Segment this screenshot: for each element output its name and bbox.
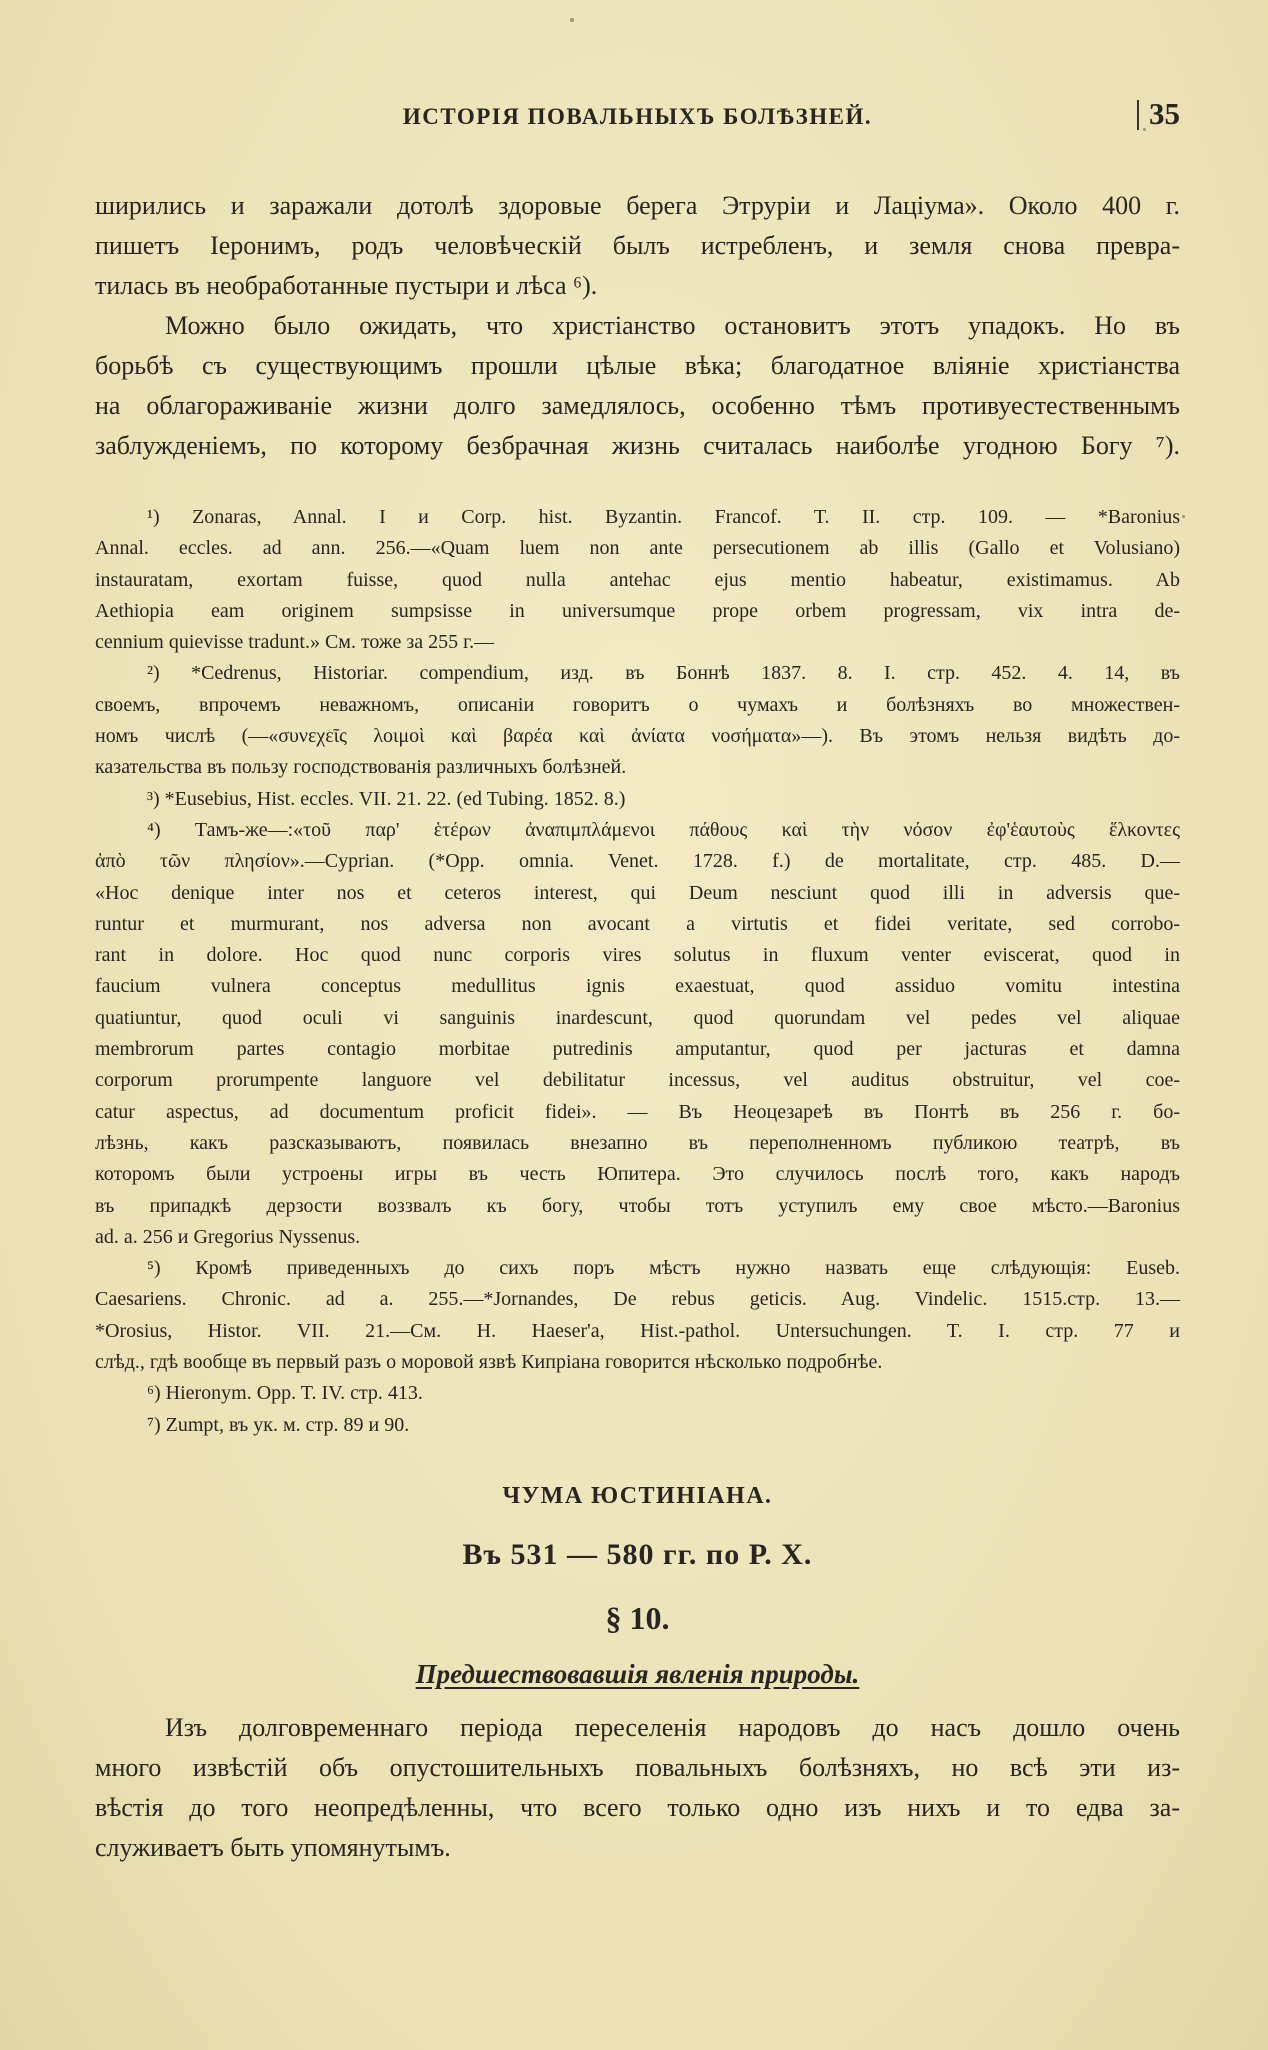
footnote-line: rant in dolore. Hoc quod nunc corporis vires solutus in fluxum venter eviscerat, quod in	[95, 944, 1180, 967]
footnote-line: cennium quievisse tradunt.» См. тоже за 255 г.—	[95, 631, 495, 654]
footnote-line: instauratam, exortam fuisse, quod nulla antehac ejus mentio habeatur, existimamus. Ab	[95, 568, 1180, 591]
page-header	[95, 96, 1180, 146]
footnote-line: которомъ были устроены игры въ честь Юпитера. Это случилось послѣ того, какъ народъ	[95, 1163, 1180, 1186]
footnotes	[95, 502, 1180, 1441]
footnote-line: своемъ, впрочемъ неважномъ, описаніи говоритъ о чумахъ и болѣзняхъ во множествен-	[95, 693, 1180, 716]
section-subtitle: Предшествовавшія явленія природы.	[415, 1658, 860, 1689]
footnote-line: Aethiopia eam originem sumpsisse in universumque prope orbem progressam, vix intra de-	[95, 599, 1180, 622]
footnote-line: Caesariens. Chronic. ad a. 255.—*Jornandes, De rebus geticis. Aug. Vindelic. 1515.стр. 13.—	[95, 1288, 1180, 1311]
text-line: пишетъ Іеронимъ, родъ человѣческій былъ истребленъ, и земля снова превра-	[95, 231, 1180, 260]
main-paragraph-continued	[95, 186, 1180, 306]
footnote-line: Annal. eccles. ad ann. 256.—«Quam luem non ante persecutionem ab illis (Gallo et Volusiano)	[95, 537, 1180, 560]
footnote-line: ⁷) Zumpt, въ ук. м. стр. 89 и 90.	[147, 1413, 410, 1436]
text-line: ширились и заражали дотолѣ здоровые берега Этруріи и Лаціума». Около 400 г.	[95, 191, 1180, 220]
footnote-line: лѣзнь, какъ разсказываютъ, появилась внезапно въ переполненномъ публикою театрѣ, въ	[95, 1131, 1180, 1154]
text-line: на облагораживаніе жизни долго замедлялось, особенно тѣмъ противуестественнымъ	[95, 391, 1180, 420]
footnote-line: corporum prorumpente languore vel debilitatur incessus, vel auditus obstruitur, vel coe-	[95, 1069, 1180, 1092]
footnote-line: faucium vulnera conceptus medullitus ignis exaestuat, quod assiduo vomitu intestina	[95, 975, 1180, 998]
footnote-line: ἀπὸ τῶν πλησίον».—Cyprian. (*Opp. omnia. Venet. 1728. f.) de mortalitate, стр. 485. D.—	[95, 850, 1180, 873]
text-line: борьбѣ съ существующимъ прошли цѣлые вѣка; благодатное вліяніе христіанства	[95, 351, 1180, 380]
footnote-line: ad. a. 256 и Gregorius Nyssenus.	[95, 1225, 361, 1248]
footnote-line: «Hoc denique inter nos et ceteros interest, qui Deum nesciunt quod illi in adversis que-	[95, 881, 1180, 904]
paper-speck	[1143, 128, 1146, 131]
running-title: ИСТОРІЯ ПОВАЛЬНЫХЪ БОЛѢЗНЕЙ.	[402, 104, 873, 129]
text-line: служиваетъ быть упомянутымъ.	[95, 1832, 451, 1862]
footnote-line: номъ числѣ (—«συνεχεῖς λοιμοὶ καὶ βαρέα καὶ ἀνίατα νοσήματα»—). Въ этомъ нельзя видѣть до-	[95, 725, 1180, 748]
paper-speck	[1182, 515, 1185, 518]
page-body	[95, 186, 1180, 1868]
footnote-line: ³) *Eusebius, Hist. eccles. VII. 21. 22. (ed Tubing. 1852. 8.)	[147, 787, 626, 810]
footnote-line: catur aspectus, ad documentum proficit fidei». — Въ Неоцезареѣ въ Понтѣ въ 256 г. бо-	[95, 1100, 1180, 1123]
footnote-line: quatiuntur, quod oculi vi sanguinis inardescunt, quod quorundam vel pedes vel aliquae	[95, 1006, 1180, 1029]
footnote-line: membrorum partes contagio morbitae putredinis amputantur, quod per jacturas et damna	[95, 1038, 1180, 1061]
footnote-line: *Orosius, Histor. VII. 21.—См. H. Haeser'a, Hist.-pathol. Untersuchungen. T. I. стр. 77 и	[95, 1319, 1180, 1342]
page-number: 35	[1149, 96, 1180, 131]
paragraph-number: § 10.	[605, 1599, 670, 1636]
text-line: вѣстія до того неопредѣленны, что всего только одно изъ нихъ и то едва за-	[95, 1792, 1180, 1822]
main-paragraph	[95, 306, 1180, 466]
footnote-line: ¹) Zonaras, Annal. I и Corp. hist. Byzantin. Francof. T. II. стр. 109. — *Baronius	[147, 506, 1180, 528]
text-line: Изъ долговременнаго періода переселенія народовъ до насъ дошло очень	[165, 1712, 1180, 1742]
final-paragraph	[95, 1708, 1180, 1868]
footnote-line: ⁵) Кромѣ приведенныхъ до сихъ поръ мѣстъ нужно назвать еще слѣдующія: Euseb.	[147, 1257, 1180, 1280]
text-line: заблужденіемъ, по которому безбрачная жизнь считалась наиболѣе угодною Богу ⁷).	[95, 431, 1180, 460]
footnote-line: ²) *Cedrenus, Historiar. compendium, изд. въ Боннѣ 1837. 8. I. стр. 452. 4. 14, въ	[147, 662, 1180, 685]
footnote-line: runtur et murmurant, nos adversa non avocant a virtutis et fidei veritate, sed corrobo-	[95, 912, 1180, 935]
text-line: тилась въ необработанные пустыри и лѣса ⁶).	[95, 271, 598, 300]
section-title: ЧУМА ЮСТИНІАНА.	[502, 1482, 773, 1509]
footnote-line: ⁶) Hieronym. Opp. T. IV. стр. 413.	[147, 1382, 423, 1405]
text-line: много извѣстій объ опустошительныхъ повальныхъ болѣзняхъ, но всѣ эти из-	[95, 1752, 1180, 1782]
footnote-line: казательства въ пользу господствованія различныхъ болѣзней.	[95, 756, 627, 779]
footnote-line: въ припадкѣ дерзости воззвалъ къ богу, чтобы тотъ уступилъ ему свое мѣсто.—Baronius	[95, 1194, 1180, 1217]
section-years: Въ 531 — 580 гг. по Р. Х.	[462, 1537, 813, 1571]
footnote-line: слѣд., гдѣ вообще въ первый разъ о моровой язвѣ Кипріана говорится нѣсколько подробнѣе.	[95, 1351, 883, 1374]
footnote-line: ⁴) Тамъ-же—:«τοῦ παρ' ἑτέρων ἀναπιμπλάμενοι πάθους καὶ τὴν νόσον ἐφ'ἑαυτοὺς ἕλκοντες	[147, 818, 1180, 841]
text-line: Можно было ожидать, что христіанство остановитъ этотъ упадокъ. Но въ	[165, 311, 1180, 340]
paper-speck	[570, 18, 574, 22]
